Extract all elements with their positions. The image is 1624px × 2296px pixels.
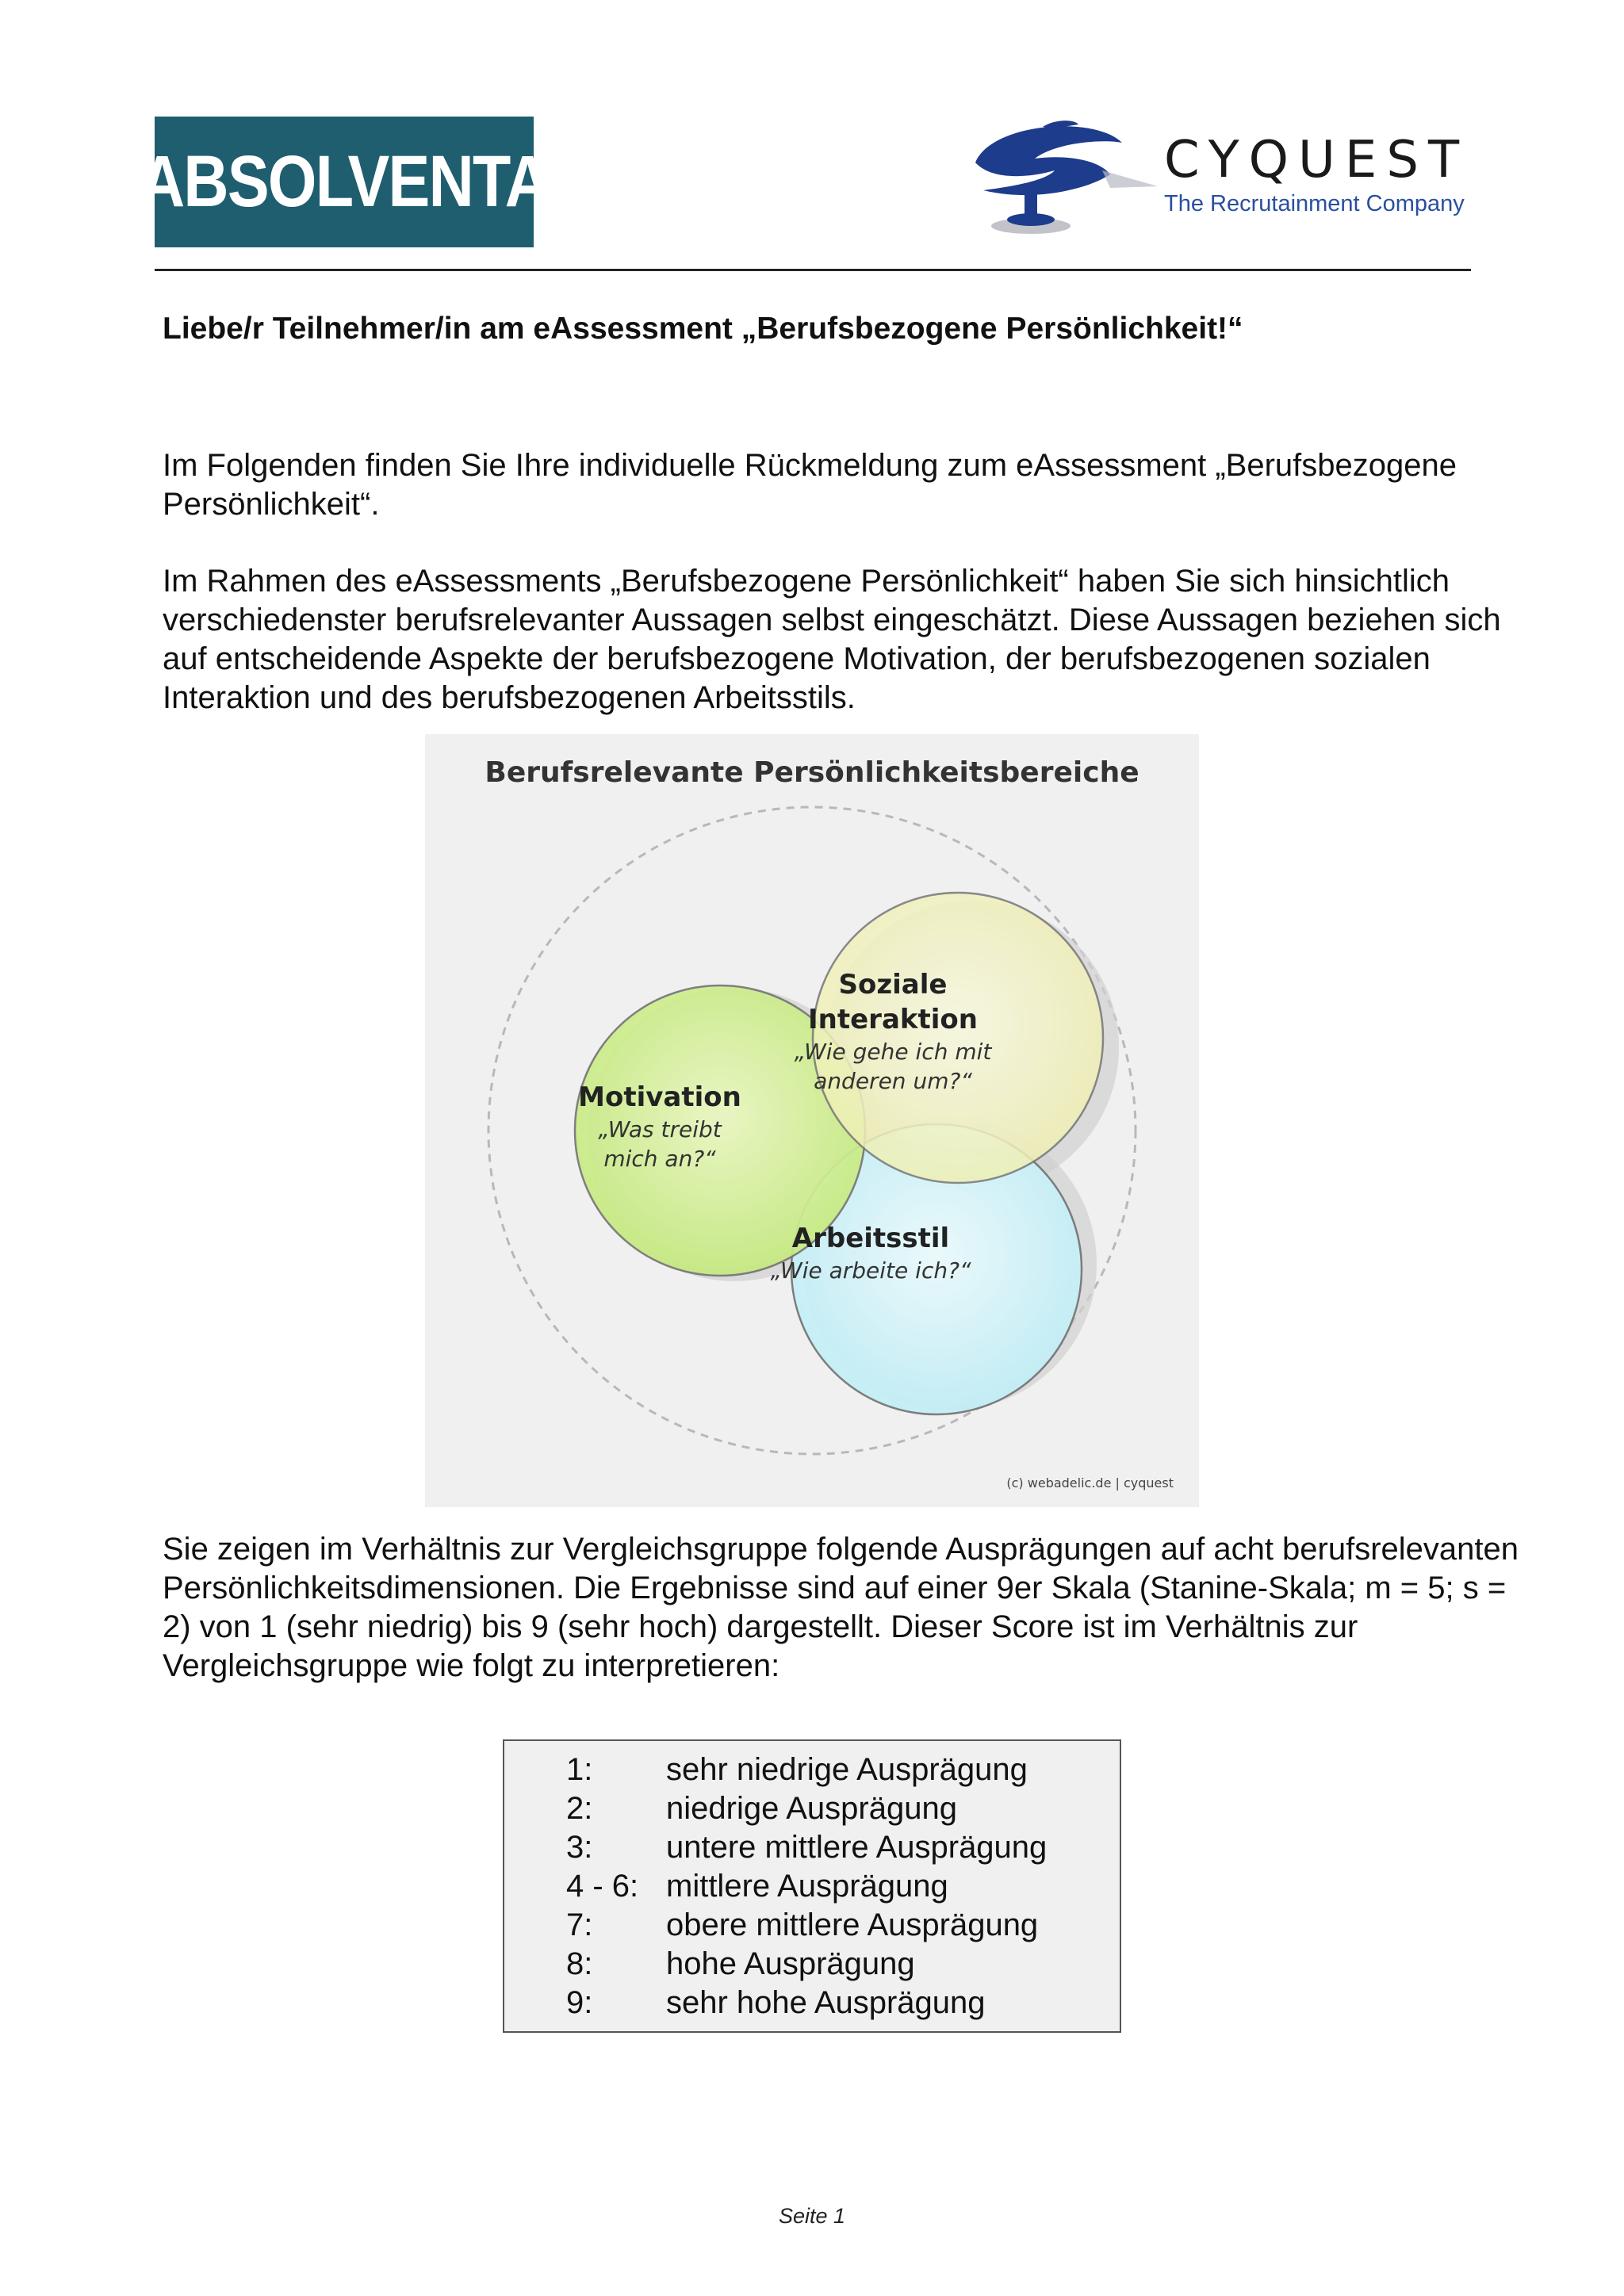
absolventa-logo xyxy=(139,117,550,247)
figure-title: Berufsrelevante Persönlichkeitsbereiche xyxy=(485,756,1139,789)
header-divider xyxy=(155,269,1471,271)
scale-label: sehr hohe Ausprägung xyxy=(666,1985,986,2020)
scale-row xyxy=(566,1789,957,1828)
scale-row xyxy=(566,1906,1038,1945)
scale-key: 9: xyxy=(566,1985,593,2020)
soziale-title-line-2: Interaktion xyxy=(808,1004,978,1035)
scale-label: obere mittlere Ausprägung xyxy=(666,1908,1039,1942)
motivation-question-line-2: mich an?“ xyxy=(603,1146,716,1172)
motivation-title: Motivation xyxy=(578,1081,741,1113)
soziale-interaktion-circle xyxy=(813,893,1103,1183)
figure-credit: (c) webadelic.de | cyquest xyxy=(1006,1475,1174,1490)
scale-key: 1: xyxy=(566,1752,593,1787)
scale-label: hohe Ausprägung xyxy=(666,1946,915,1981)
scale-key: 3: xyxy=(566,1830,593,1865)
page-heading: Liebe/r Teilnehmer/in am eAssessment „Berufsbezogene Persönlichkeit!“ xyxy=(163,312,1243,346)
scale-row xyxy=(566,1867,948,1906)
scale-key: 8: xyxy=(566,1946,593,1981)
page-number: Seite 1 xyxy=(778,2204,846,2228)
scale-intro-paragraph: Sie zeigen im Verhältnis zur Vergleichsgruppe folgende Ausprägungen auf acht berufsrelevanten Persönlichkeitsdimensionen. Die Ergebnisse sind auf einer 9er Skala (Stanine-Skala; m = 5; s = 2) von 1 (sehr niedrig) bis 9 (sehr hoch) dargestellt. Dieser Score ist im Verhältnis zur Vergleichsgruppe wie folgt zu interpretieren: xyxy=(163,1532,1519,1683)
motivation-question-line-1: „Was treibt xyxy=(598,1116,722,1142)
intro-paragraph-2: Im Rahmen des eAssessments „Berufsbezogene Persönlichkeit“ haben Sie sich hinsichtlich verschiedenster berufsrelevanter Aussagen selbst eingeschätzt. Diese Aussagen beziehen sich auf entscheidende Aspekte der berufsbezogene Motivation, der berufsbezogenen sozialen Interaktion und des berufsbezogenen Arbeitsstils. xyxy=(163,564,1501,715)
cyquest-logo-name: CYQUEST xyxy=(1164,131,1469,189)
scale-key: 2: xyxy=(566,1791,593,1826)
scale-key: 4 - 6: xyxy=(566,1869,639,1904)
scale-label: sehr niedrige Ausprägung xyxy=(666,1752,1028,1787)
absolventa-logo-text: ABSOLVENTA xyxy=(139,141,550,222)
scale-row xyxy=(566,1751,1028,1789)
arbeitsstil-title: Arbeitsstil xyxy=(791,1223,950,1254)
scale-row xyxy=(566,1945,915,1984)
cyquest-emblem-icon xyxy=(959,115,1158,242)
stanine-scale-box xyxy=(503,1739,1121,2033)
venn-diagram xyxy=(425,734,1199,1507)
intro-paragraph-1: Im Folgenden finden Sie Ihre individuelle Rückmeldung zum eAssessment „Berufsbezogene Persönlichkeit“. xyxy=(163,448,1457,522)
soziale-title-line-1: Soziale xyxy=(838,969,948,1001)
scale-label: mittlere Ausprägung xyxy=(666,1869,948,1904)
scale-row xyxy=(566,1984,986,2022)
soziale-question-line-1: „Wie gehe ich mit xyxy=(794,1039,992,1065)
arbeitsstil-question: „Wie arbeite ich?“ xyxy=(770,1257,971,1284)
cyquest-logo xyxy=(959,115,1467,242)
soziale-question-line-2: anderen um?“ xyxy=(814,1068,972,1094)
scale-key: 7: xyxy=(566,1908,593,1942)
cyquest-logo-tagline: The Recrutainment Company xyxy=(1164,191,1465,216)
scale-label: niedrige Ausprägung xyxy=(666,1791,957,1826)
scale-row xyxy=(566,1828,1047,1867)
personality-areas-figure xyxy=(425,734,1199,1507)
scale-label: untere mittlere Ausprägung xyxy=(666,1830,1048,1865)
